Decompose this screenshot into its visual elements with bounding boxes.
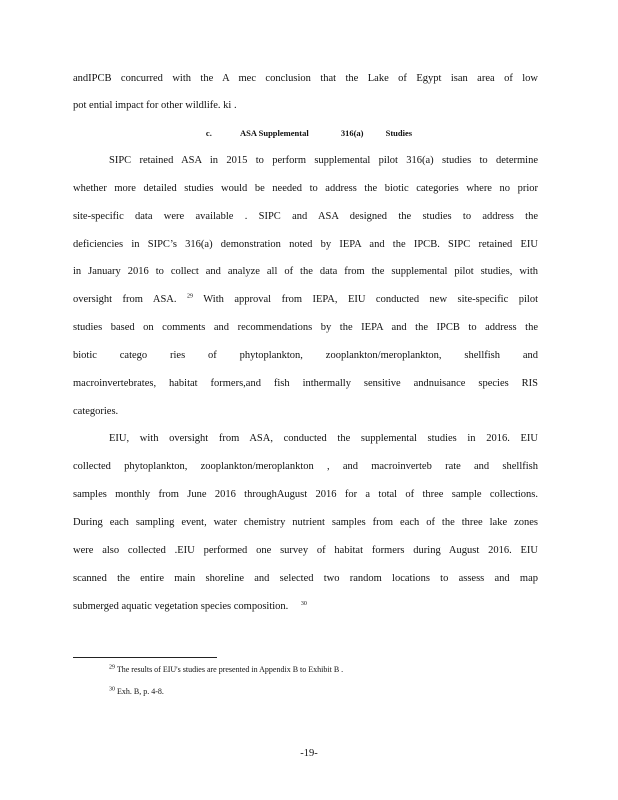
body-line: whether more detailed studies would be needed to address the biotic categories where no prior <box>73 183 538 194</box>
body-line: were also collected .EIU performed one survey of habitat formers during August 2016. EIU <box>73 545 538 556</box>
section-number: c. <box>205 128 212 138</box>
section-title-part: 316(a) <box>340 128 364 138</box>
footnote-text: Exh. B, p. 4-8. <box>117 687 164 696</box>
footnote-divider <box>73 657 217 658</box>
footnote-number: 29 <box>109 664 115 671</box>
body-line: scanned the entire main shoreline and selected two random locations to assess and map <box>73 573 538 584</box>
body-line: in January 2016 to collect and analyze all of the data from the supplemental pilot studies, with <box>73 266 538 277</box>
body-text: submerged aquatic vegetation species composition. <box>73 601 289 612</box>
body-line: SIPC retained ASA in 2015 to perform supplemental pilot 316(a) studies to determine <box>109 155 538 166</box>
body-line: During each sampling event, water chemistry nutrient samples from each of the three lake zones <box>73 517 538 528</box>
footnote-reference[interactable]: 29 <box>187 293 193 300</box>
body-text: With approval from IEPA, EIU conducted new site-specific pilot <box>203 294 538 305</box>
footnote-text: The results of EIU's studies are presented in Appendix B to Exhibit B . <box>116 665 344 674</box>
body-line: site-specific data were available . SIPC and ASA designed the studies to address the <box>73 211 538 222</box>
body-text: oversight from ASA. <box>73 294 177 305</box>
body-line <box>73 600 538 614</box>
body-line: categories. <box>73 406 119 417</box>
body-line: andIPCB concurred with the A mec conclusion that the Lake of Egypt isan area of low <box>73 73 538 84</box>
body-line: EIU, with oversight from ASA, conducted the supplemental studies in 2016. EIU <box>109 433 538 444</box>
body-line <box>73 293 538 307</box>
footnote <box>109 664 343 675</box>
body-line: collected phytoplankton, zooplankton/meroplankton , and macroinverteb rate and shellfish <box>73 461 538 472</box>
section-title-part: Studies <box>385 128 413 138</box>
body-line: samples monthly from June 2016 throughAugust 2016 for a total of three sample collections. <box>73 489 538 500</box>
body-line: deficiencies in SIPC’s 316(a) demonstration noted by IEPA and the IPCB. SIPC retained EIU <box>73 239 538 250</box>
footnote <box>109 686 164 697</box>
section-title-part: ASA Supplemental <box>239 128 309 138</box>
footnote-reference[interactable]: 30 <box>300 600 307 607</box>
section-heading <box>0 128 618 138</box>
footnote-number: 30 <box>109 686 115 693</box>
page-number: -19- <box>300 748 318 759</box>
body-line: macroinvertebrates, habitat formers,and fish inthermally sensitive andnuisance species RIS <box>73 378 538 389</box>
body-line: studies based on comments and recommendations by the IEPA and the IPCB to address the <box>73 322 538 333</box>
body-line: pot ential impact for other wildlife. ki . <box>73 100 237 111</box>
body-line: biotic catego ries of phytoplankton, zooplankton/meroplankton, shellfish and <box>73 350 538 361</box>
